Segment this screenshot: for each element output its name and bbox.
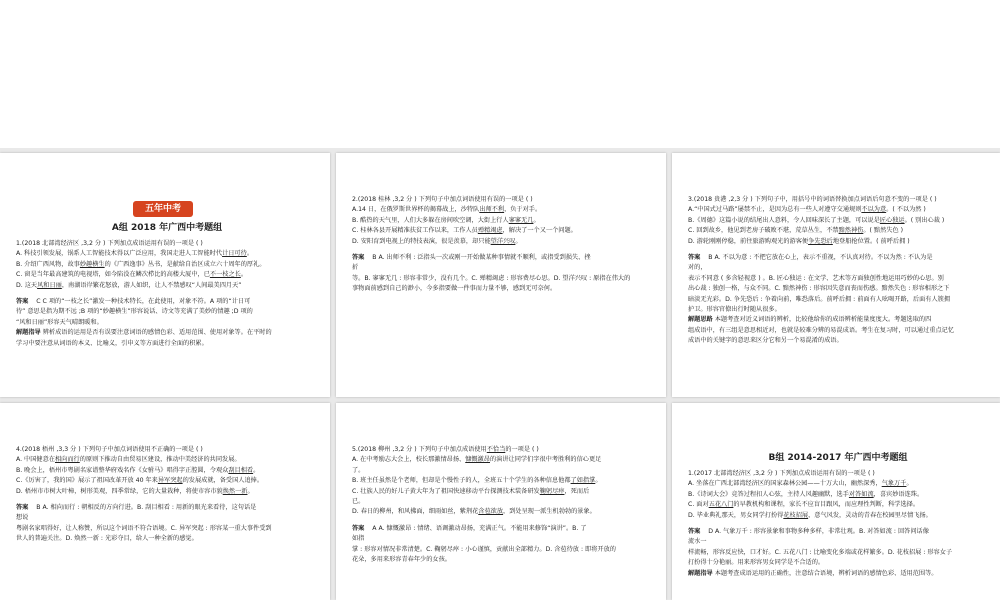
answer-line: 护卫。形容官僚出行时随从很多。 [688,306,781,314]
option-c: C.《厉害了，我的国》展示了祖国改革开放 40 年来异军突起的发展成就，备受国人追捧。 [16,477,264,485]
option-b: B. 班主任虽然是个老师，但却是个慢性子的人，全班五十个学生的各种信息他都了如指掌。 [352,477,602,485]
document-page-3 [672,153,1000,397]
option-d: D. 梧州市市树大叶樟，树形美观，四季常绿，它的大量栽种，将使市容市貌焕然一新。 [16,487,254,495]
tip-line: 学习中要注意从词语的本义、比喻义，引申义等方面进行全面的积累。 [16,339,208,347]
question-stem: 1.(2018 北部湾经济区 ,3,2 分 ) 下列加点成语运用有误的一项是 ( ) [16,240,203,247]
option-d: D. 安阳育到电视上的特技表演，很是羡慕，却只能望洋兴叹。 [352,237,522,245]
answer-line: 事物面前感到自己的渺小，今多指要做一件事而力量不够，感到无可奈何。 [352,285,557,293]
option-a-cont: 了。 [352,466,365,474]
option-b: B. 介绍广西风物，故事妙趣横生的《广西逸事》丛书，是献给自治区成立六十周年的厚礼。 [16,260,266,268]
option-a: A. 在中考励志大会上，校长那激情昂扬、慷慨激昂的演讲让同学们字很中考胜利的信心更足 [352,456,602,464]
answer-line: 答案 C C 项的“一枝之长”激发一种技术特长，在此使用，对象不符。A 项的“计日可 [16,298,251,306]
question-stem: 4.(2018 梧州 ,3,3 分 ) 下列句子中加点词语使用不正确的一项是 ( ) [16,446,203,453]
option-d: D. 春日的柳州，和风拂面，细雨如丝，紫荆花含苞欲放，到处呈现一派生机勃勃的景象。 [352,508,596,516]
option-c: C. 壮族人民的好儿子黄大年为了祖国快速移动平台探测技术装备研发鞠躬尽瘁，死而后 [352,487,590,495]
question-stem: 2.(2018 桂林 ,3,2 分 ) 下列句子中加点词语使用有误的一项是 ( ) [352,196,533,203]
option-b: B.《周德》这篇小说的结尾出人意料，令人回味深长了主题，可以说是匠心独运。( 别出心裁 ) [688,216,945,224]
answer-line: 如指 [352,535,365,543]
answer-line: 流水一 [688,538,707,546]
option-b: B.《诗词大会》竞答过程扣人心弦，主持人风趣幽默，选手对答如流，喜宾妙语连珠。 [688,490,924,498]
option-a: A.“中国式过马路”屡禁不止，是因为总有一些人对遵守交通规则不以为意。( 不以为然 ) [688,206,926,214]
tip-line: 成语中的关键字的意思来区分它和另一个易混淆的成语。 [688,337,843,345]
answer-line: 出心裁 : 独创一格，与众不同。C. 黯然神伤 : 形容因失意而丧而伤感。黯然失色 : 形容相形之下 [688,285,950,293]
option-d: D. 毕业典礼那天，男女同学打扮得花枝招展，意气风发，灵动的青春在校园里尽情飞扬。 [688,511,932,519]
option-a: A. 坐落在广西北部湾经济区的国家森林公园——十万大山，幽然深秀，气象万千。 [688,480,913,488]
question-stem: 5.(2018 柳州 ,3,2 分 ) 下列句子中加点成语使用不恰当的一项是 ( ) [352,446,539,453]
answer-line: 答案 B A. 不以为意 : 不把它放在心上，表示不重视，不认真对待。不以为然 : 不认为是 [688,254,933,262]
section-badge: 五年中考 [133,201,193,217]
answer-line: 花朵，多用来形容青春年少的女孩。 [352,556,451,564]
option-b: B. 酷热的天气里，人们大多躲在房间吹空调，大街上行人寥寥无几。 [352,216,540,224]
question-stem: 3.(2018 贵港 ,2,3 分 ) 下列句子中，用括号中的词语替换加点词语后句意不变的一项是 ( ) [688,196,937,203]
group-heading: B组 2014-2017 年广西中考题组 [768,453,908,463]
group-heading: A组 2018 年广西中考题组 [111,223,223,233]
option-d: D. 这天风和日丽，南湖语岸繁花怒放，游人如织，让人不禁感叹“人间最美四月天” [16,281,242,289]
document-page-2 [336,153,666,397]
document-page-5 [336,403,666,600]
option-a: A. 中国健意在相向而行的原则下推动自由贸易区建设，推动中美经济的共同发展。 [16,456,241,464]
answer-line: 答案 A A. 慷慨激昂 : 情绪、语调激动昂扬，充满正气。不能用来修饰“演讲”。B. 了 [352,524,587,532]
answer-line: 答案 B A. 出师不利 : 泛指头一次或刚一开始做某种事情就不顺利，或指受到损失、挫 [352,254,591,262]
tip-line: 解题指导 辨析成语的运用是否有误要注意词语的感情色彩、适用范围、使用对象等。在平时的 [16,329,272,337]
option-d: D. 游轮刚刚停稳，前往旅游购观光的游客便争先恐后地登船抢位置。( 前呼后拥 ) [688,237,910,245]
question-stem: 1.(2017 北部湾经济区 ,3,2 分 ) 下列加点成语运用有误的一项是 ( ) [688,470,875,477]
tip-line: 组成语中，有三组是意思相近对，也就是较难分辨的易混成语。考生在复习时，可以通过重点记忆 [688,326,955,334]
option-a: A.14 日，在俄罗斯世界杯的揭幕战上，沙特队出师不利，负于对手。 [352,206,542,214]
answer-line: 世人的普遍关注。D. 焕然一新 : 光彩夺目，给人一种全新的感觉。 [16,535,198,543]
answer-line: 样流畅，形容反应快，口才好。C. 五花八门 : 比喻变化多端或花样繁多。D. 花枝招展 : 形容女子 [688,548,953,556]
tip-line: 解题指导 本题考查成语运用的正确性，注意结合语境，辨析词语的感情色彩、适用范围等。 [688,569,938,577]
answer-line: 答案 D A. 气象万千 : 形容景象和事物多种多样，非常壮观。B. 对答如流 : 回答问话像 [688,528,929,536]
answer-line: 打扮得十分艳丽。用来形容男女同学是不合适的。 [688,559,825,567]
option-c: C. 面对五花八门的早教机构和课程，家长不应盲目跟风，而应理性判断，科学选择。 [688,501,920,509]
blank-top-band [0,0,1000,148]
option-b: B. 晚会上，梧州市粤剧名家谱整华府戏名作《女驸马》唱得字正腔圆，令观众刮目相看。 [16,466,260,474]
answer-line: 粤剧名家唱得好，让人称赞，所以这个词语不符合语境。C. 异军突起 : 形容某一重大事件受到 [16,524,272,532]
document-page-1 [0,153,330,397]
tip-line: 解题思路 本题考查对近义词语的辨析，比较他给你的成语辨析能量度度大。考题选取的四 [688,316,932,324]
answer-line: 答案 B A. 相向而行 : 朝相反的方向行进。B. 刮目相看 : 用新的眼光来看待，这句话是 [16,504,257,512]
answer-line: 暗淡无光彩。D. 争先恐后 : 争着向前，唯恐落后。前呼后拥 : 前面有人吆喝开路，后面有人簇拥 [688,295,951,303]
answer-line: “风和日丽”形容天气晴朗暖和。 [16,318,103,326]
answer-line: 表示不同意 ( 多含轻视意 ) 。B. 匠心独运 : 在文学、艺术等方面独创性地运用巧妙的心思。别 [688,274,944,282]
answer-line: 折 [352,264,359,272]
answer-line: 待” 意思是指为期不远 ;B 项的“妙趣横生”形容说话、诗文等充满了美妙的情趣 ;D 项的 [16,308,253,316]
answer-line: 想说 [16,514,29,522]
document-page-4 [0,403,330,600]
document-page-6 [672,403,1000,600]
answer-line: 等。B. 寥寥无几 : 形容非常少，没有几个。C. 殚精竭虑 : 形容费尽心思。D. 望洋兴叹 : 原指在伟大的 [352,274,631,282]
option-c: C. 回到故乡，他见到老房子破败不堪，荒草丛生，不禁黯然神伤。( 黯然失色 ) [688,227,904,235]
answer-line: 掌 : 形容对情况非常清楚。C. 鞠躬尽瘁 : 小心谨慎，贡献出全部精力。D. 含苞待放 : 即将开放的 [352,545,616,553]
option-c: C. 窗是当年最高建筑的电视塔，如今陷没在鳞次栉比的高楼大厦中，已不一枝之长。 [16,271,248,279]
option-a: A. 科技引领发展，锅系人工智能技术得以广泛应用，我国走进人工智能时代计日可待。 [16,250,253,258]
option-c-cont: 已。 [352,498,365,506]
answer-line: 对的， [688,264,707,272]
option-c: C. 桂林各县开展精准扶贫工作以来，工作人员殚精竭虑，解决了一个又一个问题。 [352,227,577,235]
